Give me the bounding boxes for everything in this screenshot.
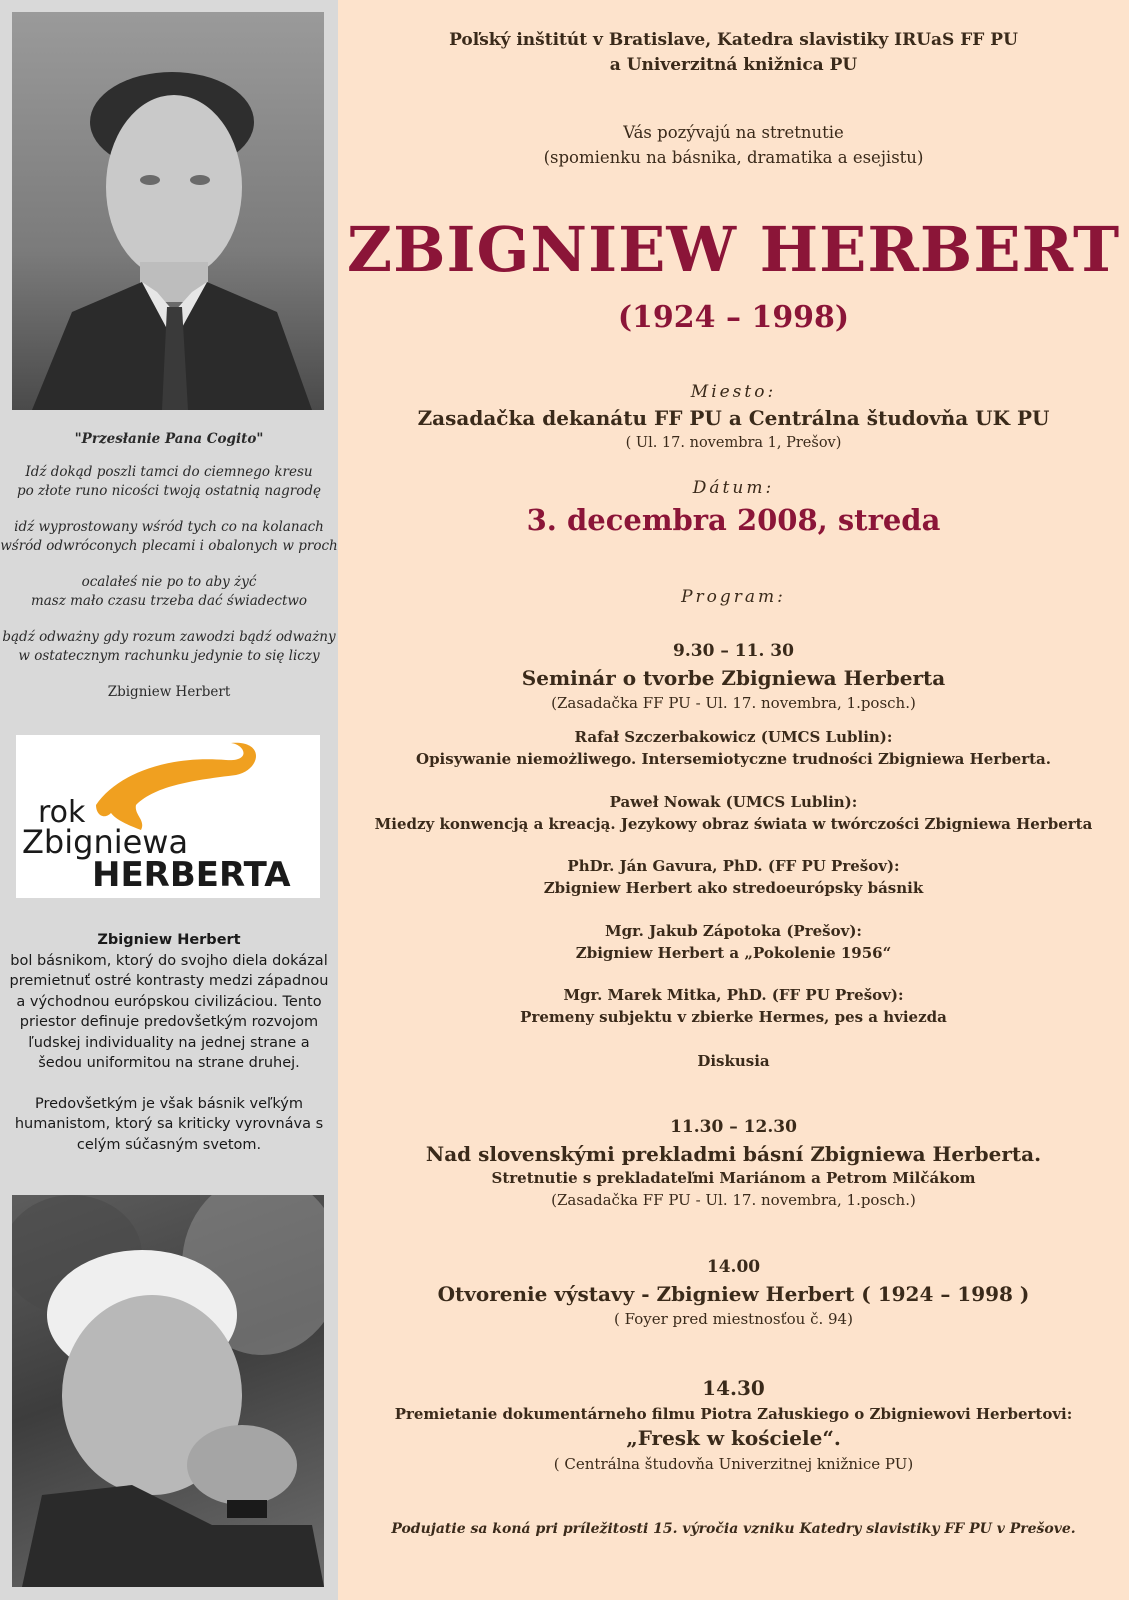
poem-line: bądź odważny gdy rozum zawodzi bądź odważny bbox=[2, 629, 336, 645]
poet-years: (1924 – 1998) bbox=[617, 300, 850, 335]
poem-line: wśród odwróconych plecami i obalonych w proch bbox=[0, 538, 338, 554]
poem-stanza bbox=[0, 463, 338, 501]
poem-line: po złote runo nicości twoją ostatnią nagrodę bbox=[17, 483, 321, 499]
date-label: Dátum: bbox=[692, 478, 775, 498]
program-label: Program: bbox=[681, 587, 786, 607]
address: ( Ul. 17. novembra 1, Prešov) bbox=[625, 435, 842, 451]
logo-line-zbigniewa: Zbigniewa bbox=[22, 823, 189, 861]
biography bbox=[8, 930, 330, 1175]
talk-title: Zbigniew Herbert a „Pokolenie 1956“ bbox=[575, 944, 892, 962]
bio-name: Zbigniew Herbert bbox=[97, 932, 241, 948]
poem-stanza bbox=[0, 573, 338, 611]
talk-title: Zbigniew Herbert ako stredoeurópsky básnik bbox=[543, 879, 924, 897]
session-location: (Zasadačka FF PU - Ul. 17. novembra, 1.posch.) bbox=[551, 694, 916, 712]
bio-paragraph: bol básnikom, ktorý do svojho diela dokázal premietnuť ostré kontrasty medzi západnou a východnou európskou civilizáciou. Tento priestor definuje predovšetkým rozvojom ľudskej individuality na jednej strane a šedou uniformitou na strane druhej. bbox=[9, 952, 329, 1071]
talk-title: Opisywanie niemożliwego. Intersemiotyczne trudności Zbigniewa Herberta. bbox=[416, 750, 1051, 768]
poem-line: ocalałeś nie po to aby żyć bbox=[81, 574, 257, 590]
session-time: 11.30 – 12.30 bbox=[670, 1117, 797, 1137]
portrait-photo-older bbox=[12, 1195, 324, 1587]
invitation bbox=[338, 120, 1129, 170]
talk-speaker: Mgr. Jakub Zápotoka (Prešov): bbox=[605, 922, 862, 940]
session-subtitle: Stretnutie s prekladateľmi Mariánom a Petrom Milčákom bbox=[491, 1169, 976, 1187]
poem-author: Zbigniew Herbert bbox=[107, 684, 231, 700]
footer-note: Podujatie sa koná pri príležitosti 15. výročia vzniku Katedry slavistiky FF PU v Prešove. bbox=[391, 1521, 1076, 1537]
invitation-line: Vás pozývajú na stretnutie bbox=[623, 123, 844, 142]
portrait-older-image bbox=[12, 1195, 324, 1587]
talk-title: Premeny subjektu v zbierke Hermes, pes a hviezda bbox=[520, 1008, 947, 1026]
session-title: Nad slovenskými prekladmi básní Zbigniewa Herberta. bbox=[425, 1142, 1042, 1166]
place-label: Miesto: bbox=[690, 382, 777, 402]
rok-herberta-logo bbox=[16, 735, 320, 898]
organizer-line: Poľský inštitút v Bratislave, Katedra slavistiky IRUaS FF PU bbox=[449, 30, 1018, 50]
session-time: 14.30 bbox=[702, 1376, 765, 1400]
session-location: (Zasadačka FF PU - Ul. 17. novembra, 1.posch.) bbox=[551, 1191, 916, 1209]
session-title: Premietanie dokumentárneho filmu Piotra Załuskiego o Zbigniewovi Herbertovi: bbox=[394, 1405, 1073, 1423]
poem-stanza bbox=[0, 518, 338, 556]
poem-line: w ostatecznym rachunku jedynie to się liczy bbox=[18, 648, 320, 664]
portrait-photo-young bbox=[12, 12, 324, 410]
place: Zasadačka dekanátu FF PU a Centrálna študovňa UK PU bbox=[417, 406, 1050, 430]
poem-line: masz mało czasu trzeba dać świadectwo bbox=[30, 593, 308, 609]
discussion: Diskusia bbox=[697, 1052, 770, 1070]
poem-line: idź wyprostowany wśród tych co na kolanach bbox=[14, 519, 324, 535]
event-date: 3. decembra 2008, streda bbox=[526, 503, 941, 537]
poet-name-title: ZBIGNIEW HERBERT bbox=[346, 213, 1121, 286]
organizer-line: a Univerzitná knižnica PU bbox=[609, 55, 858, 75]
talk-speaker: Paweł Nowak (UMCS Lublin): bbox=[609, 793, 858, 811]
logo-line-rok: rok bbox=[38, 795, 86, 830]
film-title: „Fresk w kościele“. bbox=[626, 1426, 841, 1450]
portrait-young-image bbox=[12, 12, 324, 410]
logo-line-herberta: HERBERTA bbox=[92, 855, 291, 895]
talk-speaker: Mgr. Marek Mitka, PhD. (FF PU Prešov): bbox=[563, 986, 904, 1004]
session-time: 9.30 – 11. 30 bbox=[673, 641, 794, 661]
session-title: Seminár o tvorbe Zbigniewa Herberta bbox=[521, 666, 946, 690]
session-location: ( Foyer pred miestnosťou č. 94) bbox=[614, 1310, 853, 1328]
poem bbox=[0, 430, 338, 702]
poem-line: Idź dokąd poszli tamci do ciemnego kresu bbox=[25, 464, 313, 480]
talk-title: Miedzy konwencją a kreacją. Jezykowy obraz świata w twórczości Zbigniewa Herberta bbox=[374, 815, 1093, 833]
session-time: 14.00 bbox=[706, 1257, 761, 1277]
talk-speaker: PhDr. Ján Gavura, PhD. (FF PU Prešov): bbox=[567, 857, 900, 875]
session-location: ( Centrálna študovňa Univerzitnej knižnice PU) bbox=[553, 1455, 914, 1473]
bio-paragraph: Predovšetkým je však básnik veľkým humanistom, ktorý sa kriticky vyrovnáva s celým súčasným svetom. bbox=[14, 1095, 324, 1153]
invitation-line: (spomienku na básnika, dramatika a esejistu) bbox=[543, 148, 924, 167]
poem-stanza bbox=[0, 628, 338, 666]
session-title: Otvorenie výstavy - Zbigniew Herbert ( 1924 – 1998 ) bbox=[437, 1282, 1030, 1306]
organizers bbox=[338, 28, 1129, 78]
talk-speaker: Rafał Szczerbakowicz (UMCS Lublin): bbox=[574, 728, 893, 746]
poem-title: "Przesłanie Pana Cogito" bbox=[74, 431, 264, 447]
